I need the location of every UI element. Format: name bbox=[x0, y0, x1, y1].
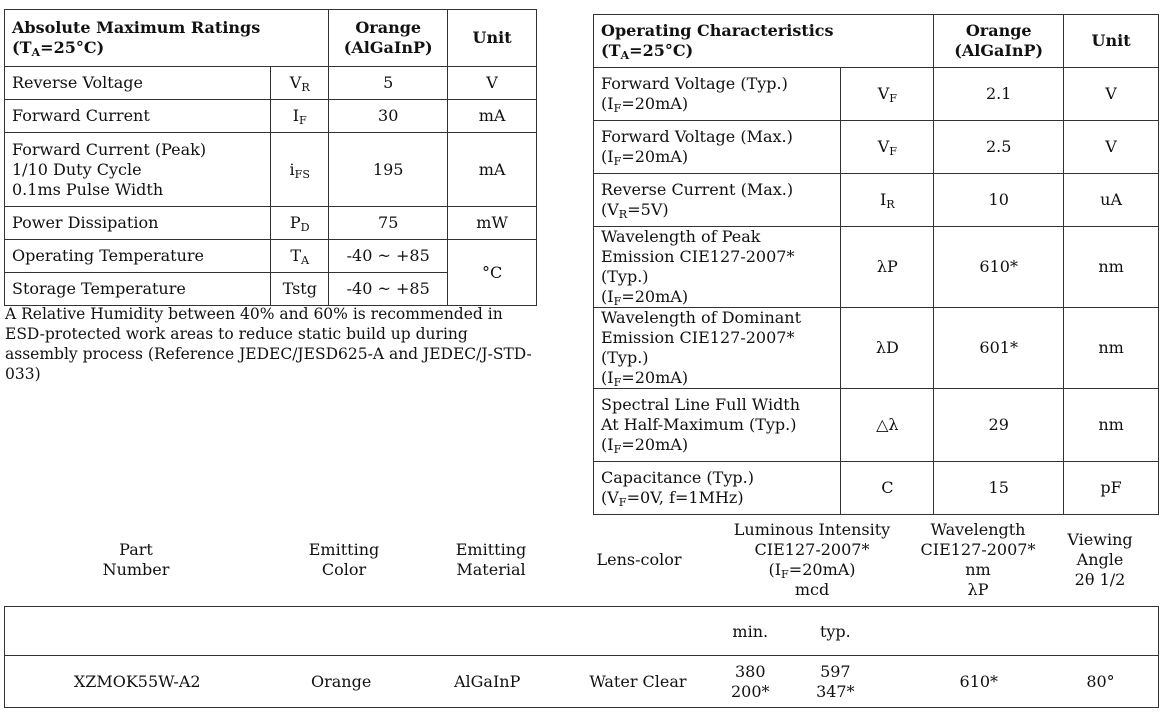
value: -40 ~ +85 bbox=[329, 273, 448, 306]
opc-col-unit: Unit bbox=[1064, 15, 1159, 68]
param-line: Reverse Current (Max.) bbox=[601, 180, 794, 199]
param-line: At Half-Maximum (Typ.) bbox=[601, 415, 797, 434]
table-row bbox=[594, 227, 1159, 308]
symbol: $I_F$ bbox=[271, 100, 329, 133]
param-line: Forward Voltage (Max.) bbox=[601, 127, 793, 146]
symbol: $V_F$ bbox=[841, 68, 934, 121]
symbol: Tstg bbox=[271, 273, 329, 306]
param: Forward Current bbox=[5, 100, 271, 133]
param: Operating Temperature bbox=[5, 240, 271, 273]
param bbox=[594, 68, 841, 121]
param-line: 0.1ms Pulse Width bbox=[12, 179, 164, 199]
symbol: $P_D$ bbox=[271, 207, 329, 240]
unit: °C bbox=[448, 240, 537, 306]
table-row bbox=[5, 67, 537, 100]
header-line: Part bbox=[119, 540, 153, 559]
unit: nm bbox=[1064, 308, 1159, 389]
header-line: Emitting bbox=[308, 540, 380, 559]
param-line: Forward Voltage (Typ.) bbox=[601, 74, 788, 93]
unit: V bbox=[1064, 121, 1159, 174]
param bbox=[594, 462, 841, 515]
param-line: $(V_R=5V)$ bbox=[601, 200, 669, 221]
symbol: $V_R$ bbox=[271, 67, 329, 100]
param-line: ($V_F=0V$, f=1MHz) bbox=[601, 488, 744, 509]
opc-col-orange-label: Orange bbox=[965, 21, 1032, 40]
param-line: $(I_F=20mA)$ bbox=[601, 435, 689, 456]
symbol: $V_F$ bbox=[841, 121, 934, 174]
unit: uA bbox=[1064, 174, 1159, 227]
param-line: Emission CIE127-2007*(Typ.) bbox=[601, 247, 795, 286]
operating-characteristics-table bbox=[593, 14, 1159, 515]
part-table-header bbox=[4, 520, 1159, 606]
unit: V bbox=[1064, 68, 1159, 121]
value: 2.5 bbox=[934, 121, 1064, 174]
header-lens-color: Lens-color bbox=[596, 550, 682, 569]
luminous-typ bbox=[809, 656, 915, 708]
header-line: nm bbox=[965, 560, 991, 579]
value-line: 200* bbox=[731, 681, 770, 701]
header-line: $(I_F=20mA)$ bbox=[768, 560, 856, 581]
header-line: Luminous Intensity bbox=[733, 520, 891, 539]
unit: V bbox=[448, 67, 537, 100]
symbol: λP bbox=[841, 227, 934, 308]
header-line: Material bbox=[456, 560, 526, 579]
header-part-number bbox=[76, 540, 196, 580]
opc-header bbox=[594, 15, 934, 68]
emitting-color: Orange bbox=[269, 656, 413, 708]
value: 195 bbox=[329, 133, 448, 207]
param-line: Wavelength of Dominant bbox=[601, 308, 802, 327]
opc-title: Operating Characteristics bbox=[601, 21, 834, 40]
abs-condition: $(T_A=25^\circ C)$ bbox=[12, 38, 105, 59]
unit: nm bbox=[1064, 227, 1159, 308]
symbol: $T_A$ bbox=[271, 240, 329, 273]
wavelength: 610* bbox=[915, 656, 1043, 708]
luminous-min bbox=[714, 656, 809, 708]
abs-header bbox=[5, 10, 329, 67]
symbol: △λ bbox=[841, 389, 934, 462]
emitting-material: AlGaInP bbox=[413, 656, 562, 708]
header-line: 2θ 1/2 bbox=[1074, 570, 1126, 589]
absolute-max-ratings-table bbox=[4, 9, 537, 306]
value-line: 380 bbox=[735, 661, 766, 681]
header-line: Color bbox=[321, 560, 367, 579]
opc-condition: $(T_A=25^\circ C)$ bbox=[601, 41, 694, 62]
param: Power Dissipation bbox=[5, 207, 271, 240]
header-emitting-color bbox=[284, 540, 404, 580]
param bbox=[594, 174, 841, 227]
humidity-note: A Relative Humidity between 40% and 60% is recommended in ESD-protected work areas to reduce static build up during assembly process (Reference JEDEC/JESD625-A and JEDEC/J-STD-033) bbox=[5, 305, 532, 383]
table-row bbox=[594, 121, 1159, 174]
symbol: $i_{FS}$ bbox=[271, 133, 329, 207]
param bbox=[594, 389, 841, 462]
part-number: XZMOK55W-A2 bbox=[5, 656, 270, 708]
unit: mA bbox=[448, 100, 537, 133]
header-line: Wavelength bbox=[930, 520, 1026, 539]
param-line: $(I_F=20mA)$ bbox=[601, 368, 689, 389]
param: Storage Temperature bbox=[5, 273, 271, 306]
viewing-angle: 80° bbox=[1043, 656, 1159, 708]
value: 75 bbox=[329, 207, 448, 240]
opc-col-material-label: (AlGaInP) bbox=[954, 41, 1044, 60]
abs-col-material-label: (AlGaInP) bbox=[343, 38, 433, 57]
table-row bbox=[5, 133, 537, 207]
sub-min: min. bbox=[714, 607, 809, 656]
param-line: $(I_F=20mA)$ bbox=[601, 94, 689, 115]
abs-col-orange bbox=[329, 10, 448, 67]
abs-col-unit: Unit bbox=[448, 10, 537, 67]
header-wavelength bbox=[914, 520, 1042, 600]
value: 10 bbox=[934, 174, 1064, 227]
symbol: $I_R$ bbox=[841, 174, 934, 227]
subheader-row bbox=[5, 607, 1159, 656]
param-line: Spectral Line Full Width bbox=[601, 395, 801, 414]
header-emitting-material bbox=[431, 540, 551, 580]
param bbox=[594, 308, 841, 389]
header-line: CIE127-2007* bbox=[754, 540, 870, 559]
opc-col-orange bbox=[934, 15, 1064, 68]
param-line: $(I_F=20mA)$ bbox=[601, 147, 689, 168]
part-table bbox=[4, 606, 1159, 708]
header-line: Viewing bbox=[1067, 530, 1133, 549]
value: 5 bbox=[329, 67, 448, 100]
value: 601* bbox=[934, 308, 1064, 389]
value-line: 347* bbox=[816, 681, 855, 701]
value: -40 ~ +85 bbox=[329, 240, 448, 273]
abs-col-orange-label: Orange bbox=[355, 18, 422, 37]
value: 610* bbox=[934, 227, 1064, 308]
table-row bbox=[594, 68, 1159, 121]
abs-title: Absolute Maximum Ratings bbox=[12, 18, 261, 37]
param-line: $(I_F=20mA)$ bbox=[601, 287, 689, 308]
param-line: Forward Current (Peak) bbox=[12, 139, 207, 159]
header-luminous-intensity bbox=[722, 520, 902, 600]
table-row bbox=[5, 656, 1159, 708]
param bbox=[5, 133, 271, 207]
table-row bbox=[594, 389, 1159, 462]
unit: nm bbox=[1064, 389, 1159, 462]
value: 29 bbox=[934, 389, 1064, 462]
param-line: Capacitance (Typ.) bbox=[601, 468, 754, 487]
param bbox=[594, 227, 841, 308]
sub-typ: typ. bbox=[809, 607, 915, 656]
value-line: 597 bbox=[820, 661, 851, 681]
param-line: Emission CIE127-2007*(Typ.) bbox=[601, 328, 795, 367]
table-row bbox=[5, 240, 537, 273]
table-row bbox=[594, 308, 1159, 389]
table-row bbox=[5, 207, 537, 240]
lens-color: Water Clear bbox=[561, 656, 714, 708]
param-line: Wavelength of Peak bbox=[601, 227, 761, 246]
value: 30 bbox=[329, 100, 448, 133]
symbol: C bbox=[841, 462, 934, 515]
table-row bbox=[594, 174, 1159, 227]
param bbox=[594, 121, 841, 174]
header-line: Angle bbox=[1076, 550, 1124, 569]
symbol: λD bbox=[841, 308, 934, 389]
header-line: CIE127-2007* bbox=[920, 540, 1036, 559]
table-row bbox=[5, 100, 537, 133]
unit: pF bbox=[1064, 462, 1159, 515]
table-row bbox=[594, 462, 1159, 515]
header-line: Emitting bbox=[455, 540, 527, 559]
param-line: 1/10 Duty Cycle bbox=[12, 159, 142, 179]
value: 15 bbox=[934, 462, 1064, 515]
header-line: λP bbox=[967, 580, 989, 599]
param: Reverse Voltage bbox=[5, 67, 271, 100]
unit: mA bbox=[448, 133, 537, 207]
header-line: mcd bbox=[794, 580, 830, 599]
header-viewing-angle bbox=[1054, 530, 1146, 590]
header-line: Number bbox=[102, 560, 170, 579]
unit: mW bbox=[448, 207, 537, 240]
value: 2.1 bbox=[934, 68, 1064, 121]
